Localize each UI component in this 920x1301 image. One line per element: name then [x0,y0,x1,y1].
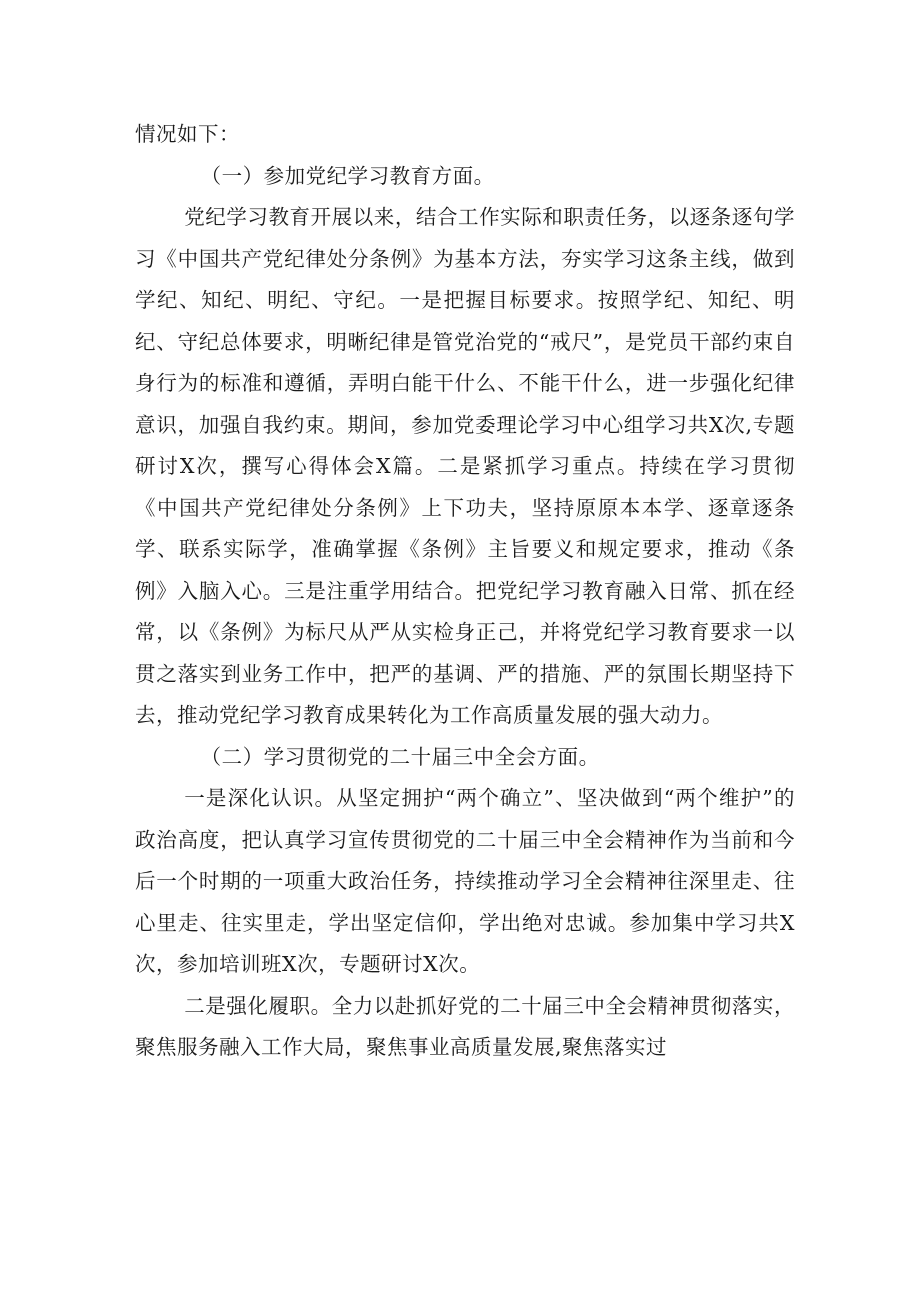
paragraph-3: 二是强化履职。全力以赴抓好党的二十届三中全会精神贯彻落实，聚焦服务融入工作大局，聚焦事业高质量发展,聚焦落实过 [135,993,795,1059]
document-body [135,114,795,1069]
section-heading-1: （一）参加党纪学习教育方面。 [200,163,495,188]
section-heading-2: （二）学习贯彻党的二十届三中全会方面。 [200,744,600,769]
intro-line: 情况如下： [135,122,240,146]
paragraph-2: 一是深化认识。从坚定拥护“两个确立”、坚决做到“两个维护”的政治高度，把认真学习宣传贯彻党的二十届三中全会精神作为当前和今后一个时期的一项重大政治任务，持续推动学习全会精神往深里走、往心里走、往实里走，学出坚定信仰，学出绝对忠诚。参加集中学习共X次，参加培训班X次，专题研讨X次。 [135,786,795,976]
paragraph-1: 党纪学习教育开展以来，结合工作实际和职责任务，以逐条逐句学习《中国共产党纪律处分条例》为基本方法，夯实学习这条主线，做到学纪、知纪、明纪、守纪。一是把握目标要求。按照学纪、知纪、明纪、守纪总体要求，明晰纪律是管党治党的“戒尺”，是党员干部约束自身行为的标准和遵循，弄明白能干什么、不能干什么，进一步强化纪律意识，加强自我约束。期间，参加党委理论学习中心组学习共X次,专题研讨X次，撰写心得体会X篇。二是紧抓学习重点。持续在学习贯彻《中国共产党纪律处分条例》上下功夫，坚持原原本本学、逐章逐条学、联系实际学，准确掌握《条例》主旨要义和规定要求，推动《条例》入脑入心。三是注重学用结合。把党纪学习教育融入日常、抓在经常，以《条例》为标尺从严从实检身正己，并将党纪学习教育要求一以贯之落实到业务工作中，把严的基调、严的措施、严的氛围长期坚持下去，推动党纪学习教育成果转化为工作高质量发展的强大动力。 [135,205,795,727]
